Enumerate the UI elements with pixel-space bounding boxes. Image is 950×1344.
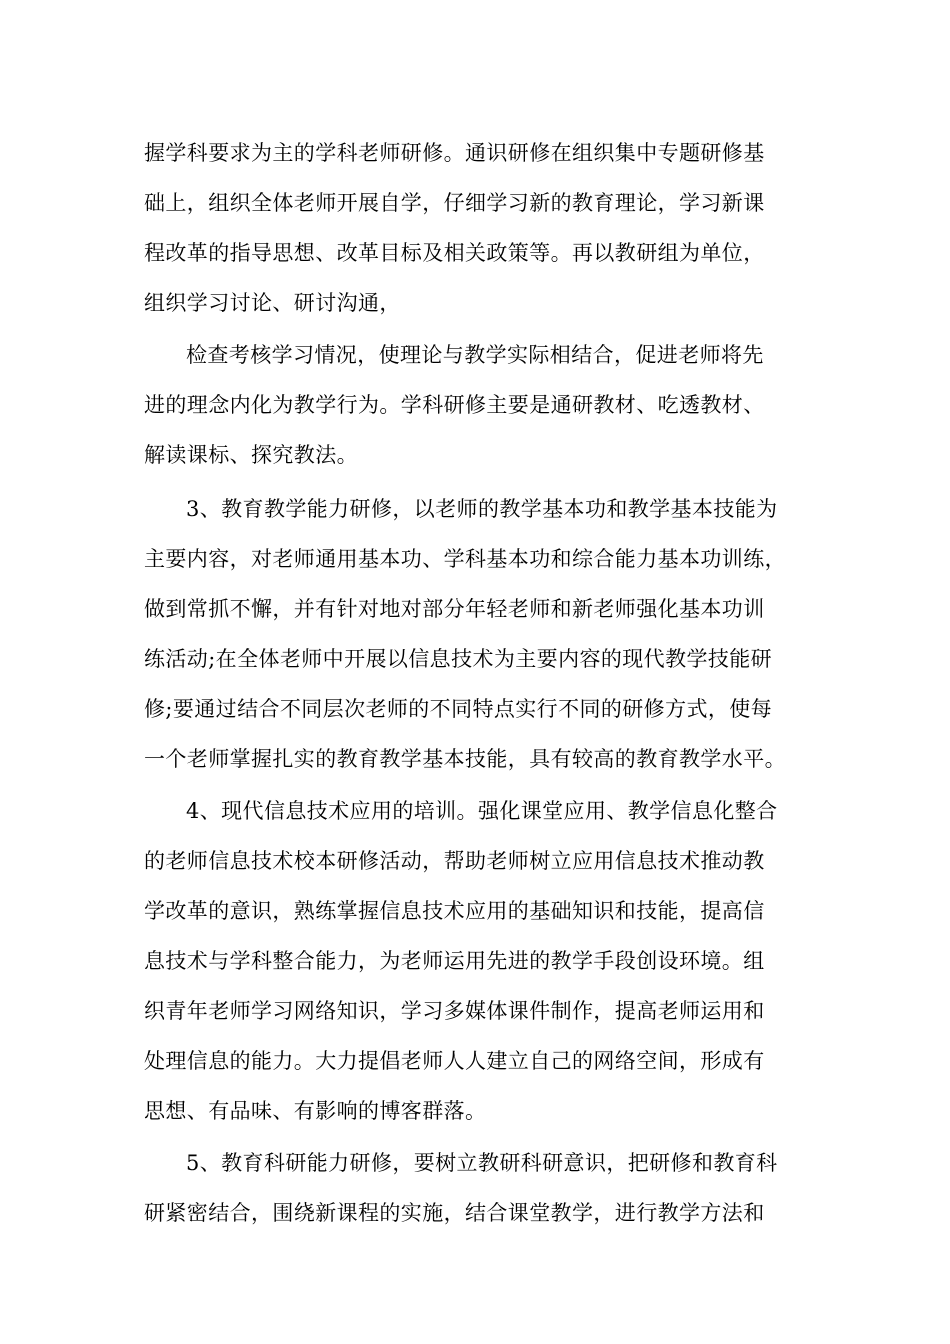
text-line: 础上，组织全体老师开展自学，仔细学习新的教育理论，学习新课 — [144, 191, 765, 215]
text-line: 程改革的指导思想、改革目标及相关政策等。再以教研组为单位， — [144, 241, 765, 265]
paragraph-first-line: 3、教育教学能力研修，以老师的教学基本功和教学基本技能为 — [186, 497, 778, 521]
text-line: 握学科要求为主的学科老师研修。通识研修在组织集中专题研修基 — [144, 141, 765, 165]
text-line: 的老师信息技术校本研修活动，帮助老师树立应用信息技术推动教 — [144, 849, 765, 873]
text-line: 思想、有品味、有影响的博客群落。 — [144, 1099, 487, 1123]
paragraph-first-line: 4、现代信息技术应用的培训。强化课堂应用、教学信息化整合 — [186, 799, 778, 823]
text-line: 主要内容，对老师通用基本功、学科基本功和综合能力基本功训练， — [144, 547, 786, 571]
text-line: 研紧密结合，围绕新课程的实施，结合课堂教学，进行教学方法和 — [144, 1201, 765, 1225]
text-line: 组织学习讨论、研讨沟通， — [144, 291, 401, 315]
text-line: 一个老师掌握扎实的教育教学基本技能，具有较高的教育教学水平。 — [144, 747, 786, 771]
text-line: 解读课标、探究教法。 — [144, 443, 358, 467]
text-line: 修;要通过结合不同层次老师的不同特点实行不同的研修方式，使每 — [144, 697, 773, 721]
text-line: 息技术与学科整合能力，为老师运用先进的教学手段创设环境。组 — [144, 949, 765, 973]
text-line: 进的理念内化为教学行为。学科研修主要是通研教材、吃透教材、 — [144, 393, 765, 417]
paragraph-first-line: 检查考核学习情况，使理论与教学实际相结合，促进老师将先 — [186, 343, 764, 367]
text-line: 练活动;在全体老师中开展以信息技术为主要内容的现代教学技能研 — [144, 647, 773, 671]
paragraph-first-line: 5、教育科研能力研修，要树立教研科研意识，把研修和教育科 — [186, 1151, 778, 1175]
text-line: 学改革的意识，熟练掌握信息技术应用的基础知识和技能，提高信 — [144, 899, 765, 923]
text-line: 织青年老师学习网络知识，学习多媒体课件制作，提高老师运用和 — [144, 999, 765, 1023]
text-line: 做到常抓不懈，并有针对地对部分年轻老师和新老师强化基本功训 — [144, 597, 765, 621]
text-line: 处理信息的能力。大力提倡老师人人建立自己的网络空间，形成有 — [144, 1049, 765, 1073]
